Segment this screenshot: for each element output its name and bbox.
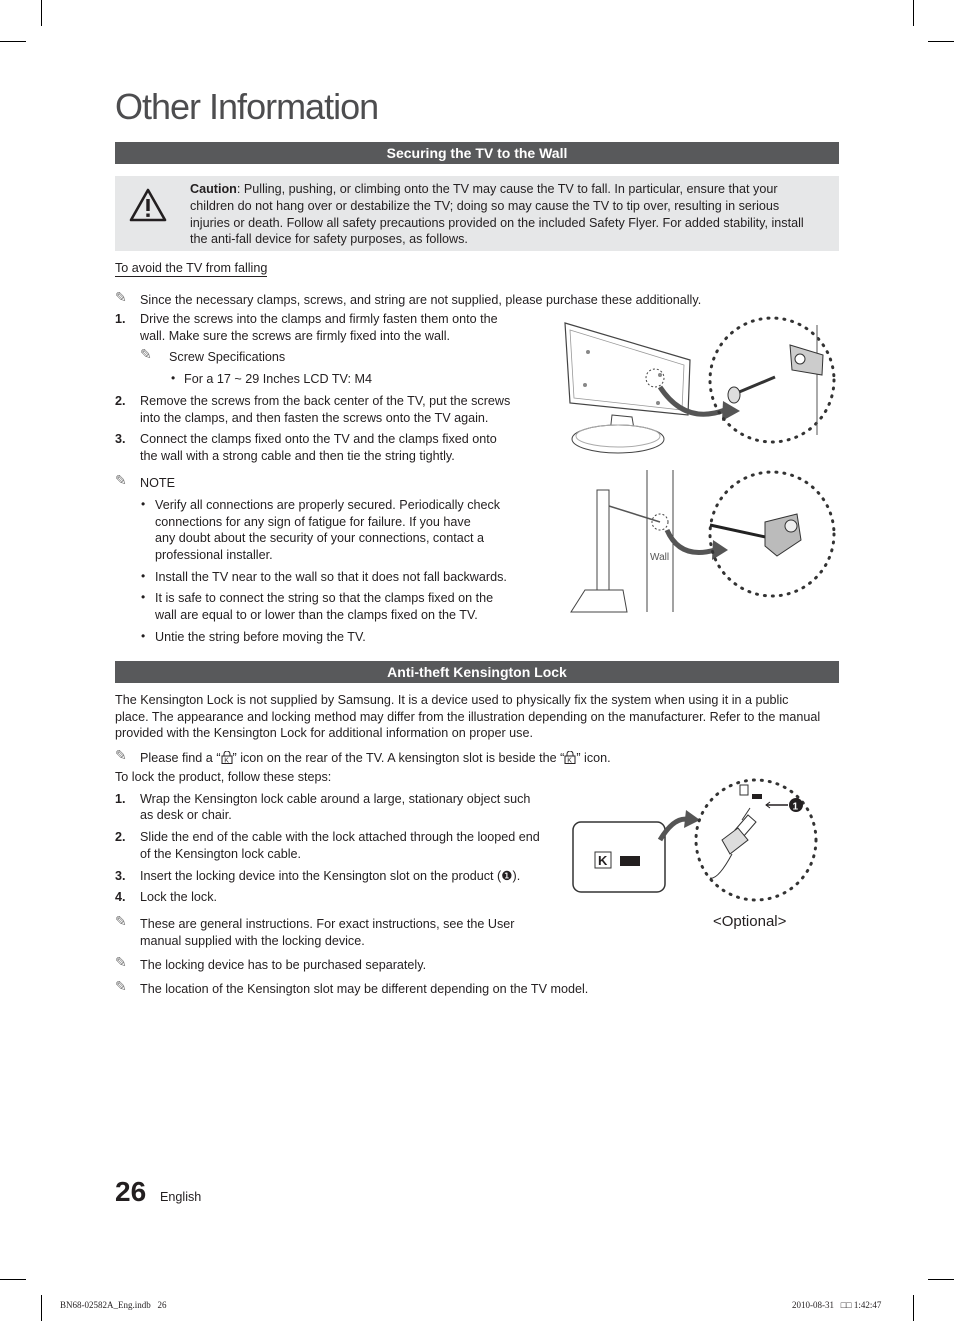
step-number: 4.	[115, 890, 126, 904]
step-text: Connect the clamps fixed onto the TV and the clamps fixed onto	[140, 432, 497, 446]
step-number: 3.	[115, 869, 126, 883]
step-text: Remove the screws from the back center of the TV, put the screws	[140, 394, 511, 408]
note-text: manual supplied with the locking device.	[140, 934, 365, 948]
note-bullet-text: any doubt about the security of your connections, contact a	[155, 531, 485, 545]
kensington-lock-illustration	[570, 770, 825, 905]
pencil-note-icon: ✎	[115, 978, 127, 994]
step-text: into the clamps, and then fasten the screws onto the TV again.	[140, 411, 489, 425]
caution-text	[190, 181, 830, 248]
step-text: Lock the lock.	[140, 890, 218, 904]
svg-text:K: K	[567, 757, 573, 764]
tv-side-wall-illustration	[565, 470, 845, 615]
wall-label: Wall	[650, 552, 670, 563]
bullet-dot: •	[141, 590, 146, 604]
crop-mark	[913, 1295, 914, 1321]
tv-back-clamp-illustration	[560, 315, 840, 465]
footer-date: 2010-08-31 □□ 1:42:47	[792, 1300, 882, 1310]
pencil-note-icon: ✎	[115, 954, 127, 970]
step-number: 2.	[115, 394, 126, 408]
crop-mark	[41, 0, 42, 26]
note-label: NOTE	[140, 476, 175, 490]
pencil-note-icon: ✎	[115, 747, 127, 763]
kensington-k-icon	[564, 751, 576, 764]
svg-text:K: K	[223, 757, 229, 764]
note-find-text: ” icon on the rear of the TV. A kensington slot is beside the “	[232, 751, 565, 765]
note-find-text: ” icon.	[576, 751, 611, 765]
caution-box	[115, 176, 839, 251]
note-bullet-text: It is safe to connect the string so that the clamps fixed on the	[155, 591, 494, 605]
step-number: 1.	[115, 792, 126, 806]
kensington-intro-line: The Kensington Lock is not supplied by Samsung. It is a device used to physically fix the system when using it in a public	[115, 693, 789, 707]
page-language: English	[160, 1190, 202, 1204]
caution-line: : Pulling, pushing, or climbing onto the TV may cause the TV to fall. In particular, ensure that your	[236, 182, 778, 196]
step-number: 1.	[115, 312, 126, 326]
note-bullet-text: Install the TV near to the wall so that it does not fall backwards.	[155, 570, 507, 584]
section-heading-kensington: Anti-theft Kensington Lock	[115, 661, 839, 683]
caution-line: children do not hang over or destabilize the TV; doing so may cause the TV to tip over, resulting in serious	[190, 198, 780, 213]
bullet-dot: •	[141, 497, 146, 511]
lock-intro: To lock the product, follow these steps:	[115, 770, 332, 784]
note-text: These are general instructions. For exact instructions, see the User	[140, 917, 515, 931]
note-bullet-text: professional installer.	[155, 548, 273, 562]
step-text: Wrap the Kensington lock cable around a large, stationary object such	[140, 792, 531, 806]
caution-label: Caution	[190, 182, 237, 196]
note-purchase: Since the necessary clamps, screws, and string are not supplied, please purchase these additionally.	[140, 293, 702, 307]
note-text: The locking device has to be purchased separately.	[140, 958, 427, 972]
bullet-dot: •	[171, 371, 176, 385]
step-number: 2.	[115, 830, 126, 844]
note-find-text: Please find a “	[140, 751, 221, 765]
note-text: The location of the Kensington slot may be different depending on the TV model.	[140, 982, 589, 996]
crop-mark	[0, 41, 26, 42]
warning-triangle-icon	[129, 188, 167, 222]
crop-mark	[0, 1279, 26, 1280]
kensington-intro-line: place. The appearance and locking method may differ from the illustration depending on the manufacturer. Refer to the manual	[115, 710, 821, 724]
page-number: 26	[115, 1176, 147, 1207]
screw-spec-item: For a 17 ~ 29 Inches LCD TV: M4	[184, 372, 372, 386]
crop-mark	[928, 1279, 954, 1280]
step-text: wall. Make sure the screws are firmly fixed into the wall.	[140, 329, 451, 343]
note-bullet-text: Verify all connections are properly secured. Periodically check	[155, 498, 501, 512]
caution-line: injuries or death. Follow all safety precautions provided on the included Safety Flyer. For added stability, install	[190, 215, 804, 230]
note-bullet-text: connections for any sign of fatigue for failure. If you have	[155, 515, 471, 529]
pencil-note-icon: ✎	[115, 913, 127, 929]
kensington-intro-line: provided with the Kensington Lock for additional information on proper use.	[115, 726, 533, 740]
pencil-note-icon: ✎	[115, 472, 127, 488]
bullet-dot: •	[141, 629, 146, 643]
pencil-note-icon: ✎	[140, 346, 152, 362]
step-number: 3.	[115, 432, 126, 446]
step-text: Insert the locking device into the Kensington slot on the product (❶).	[140, 869, 521, 883]
kensington-k-icon	[221, 751, 233, 764]
screw-spec-label: Screw Specifications	[169, 350, 286, 364]
step-text: of the Kensington lock cable.	[140, 847, 302, 861]
step-text: as desk or chair.	[140, 808, 232, 822]
note-bullet-text: Untie the string before moving the TV.	[155, 630, 366, 644]
section-heading-securing: Securing the TV to the Wall	[115, 142, 839, 164]
optional-label: <Optional>	[713, 913, 787, 930]
callout-number: 1	[792, 801, 799, 813]
crop-mark	[41, 1295, 42, 1321]
step-text: Slide the end of the cable with the lock attached through the looped end	[140, 830, 540, 844]
step-text: Drive the screws into the clamps and firmly fasten them onto the	[140, 312, 498, 326]
caution-line: the anti-fall device for safety purposes, as follows.	[190, 232, 468, 247]
note-bullet-text: wall are equal to or lower than the clamps fixed on the TV.	[155, 608, 478, 622]
step-text: the wall with a strong cable and then tie the string tightly.	[140, 449, 455, 463]
bullet-dot: •	[141, 569, 146, 583]
crop-mark	[928, 41, 954, 42]
subheading-avoid-falling: To avoid the TV from falling	[115, 261, 268, 275]
crop-mark	[913, 0, 914, 26]
note-find-icon	[140, 750, 611, 767]
page-title: Other Information	[115, 86, 379, 127]
pencil-note-icon: ✎	[115, 289, 127, 305]
footer-file: BN68-02582A_Eng.indb 26	[60, 1300, 167, 1310]
kensington-k-label: K	[598, 853, 608, 868]
